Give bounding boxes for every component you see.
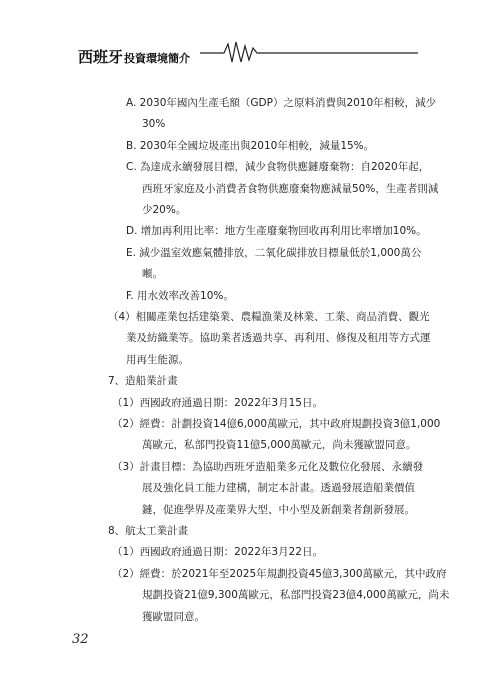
- text-line: D. 增加再利用比率：地方生產廢棄物回收再利用比率增加10%。: [126, 225, 427, 238]
- text-line: 西班牙家庭及小消費者食物供應廢棄物應減量50%，生產者則減: [142, 182, 439, 195]
- text-line: 展及強化員工能力建構，制定本計畫。透過發展造船業價值: [142, 482, 415, 495]
- text-line: （2）經費：於2021年至2025年規劃投資45億3,300萬歐元，其中政府: [112, 567, 447, 580]
- text-line: 少20%。: [142, 204, 187, 216]
- text-line: F. 用水效率改善10%。: [126, 289, 234, 302]
- text-line: （4）相關產業包括建築業、農糧漁業及林業、工業、商品消費、觀光: [108, 311, 430, 323]
- text-line: 萬歐元，私部門投資11億5,000萬歐元，尚未獲歐盟同意。: [142, 439, 417, 452]
- text-line: 規劃投資21億9,300萬歐元，私部門投資23億4,000萬歐元，尚未: [142, 589, 450, 602]
- text-line: B. 2030年全國垃圾產出與2010年相較，減量15%。: [126, 139, 375, 152]
- text-line: 噸。: [142, 268, 163, 281]
- text-line: （3）計畫目標：為協助西班牙造船業多元化及數位化發展、永續發: [112, 460, 424, 473]
- text-line: 8、航太工業計畫: [108, 525, 189, 537]
- page-number: 32: [72, 632, 89, 647]
- text-line: （1）西國政府通過日期：2022年3月22日。: [112, 546, 323, 559]
- text-line: E. 減少溫室效應氣體排放，二氧化碳排放目標量低於1,000萬公: [126, 246, 422, 259]
- header-zigzag-line: [78, 36, 418, 70]
- text-line: 用再生能源。: [126, 353, 189, 366]
- header-title-sub: 投資環境簡介: [124, 52, 191, 65]
- text-line: 鏈，促進學界及產業界大型、中小型及新創業者創新發展。: [142, 503, 415, 516]
- text-line: 30%: [142, 118, 166, 131]
- text-line: （1）西國政府通過日期：2022年3月15日。: [112, 396, 323, 409]
- page-header: [78, 36, 418, 70]
- text-line: A. 2030年國內生產毛額（GDP）之原料消費與2010年相較，減少: [126, 97, 437, 109]
- text-line: （2）經費：計劃投資14億6,000萬歐元，其中政府規劃投資3億1,000: [112, 418, 441, 430]
- text-line: 業及紡織業等。協助業者透過共享、再利用、修復及租用等方式運: [126, 332, 431, 345]
- text-line: 7、造船業計畫: [108, 375, 178, 388]
- text-line: 獲歐盟同意。: [142, 610, 205, 623]
- text-line: C. 為達成永續發展目標，減少食物供應鏈廢棄物：自2020年起，: [126, 161, 430, 174]
- header-title-main: 西班牙: [78, 48, 124, 66]
